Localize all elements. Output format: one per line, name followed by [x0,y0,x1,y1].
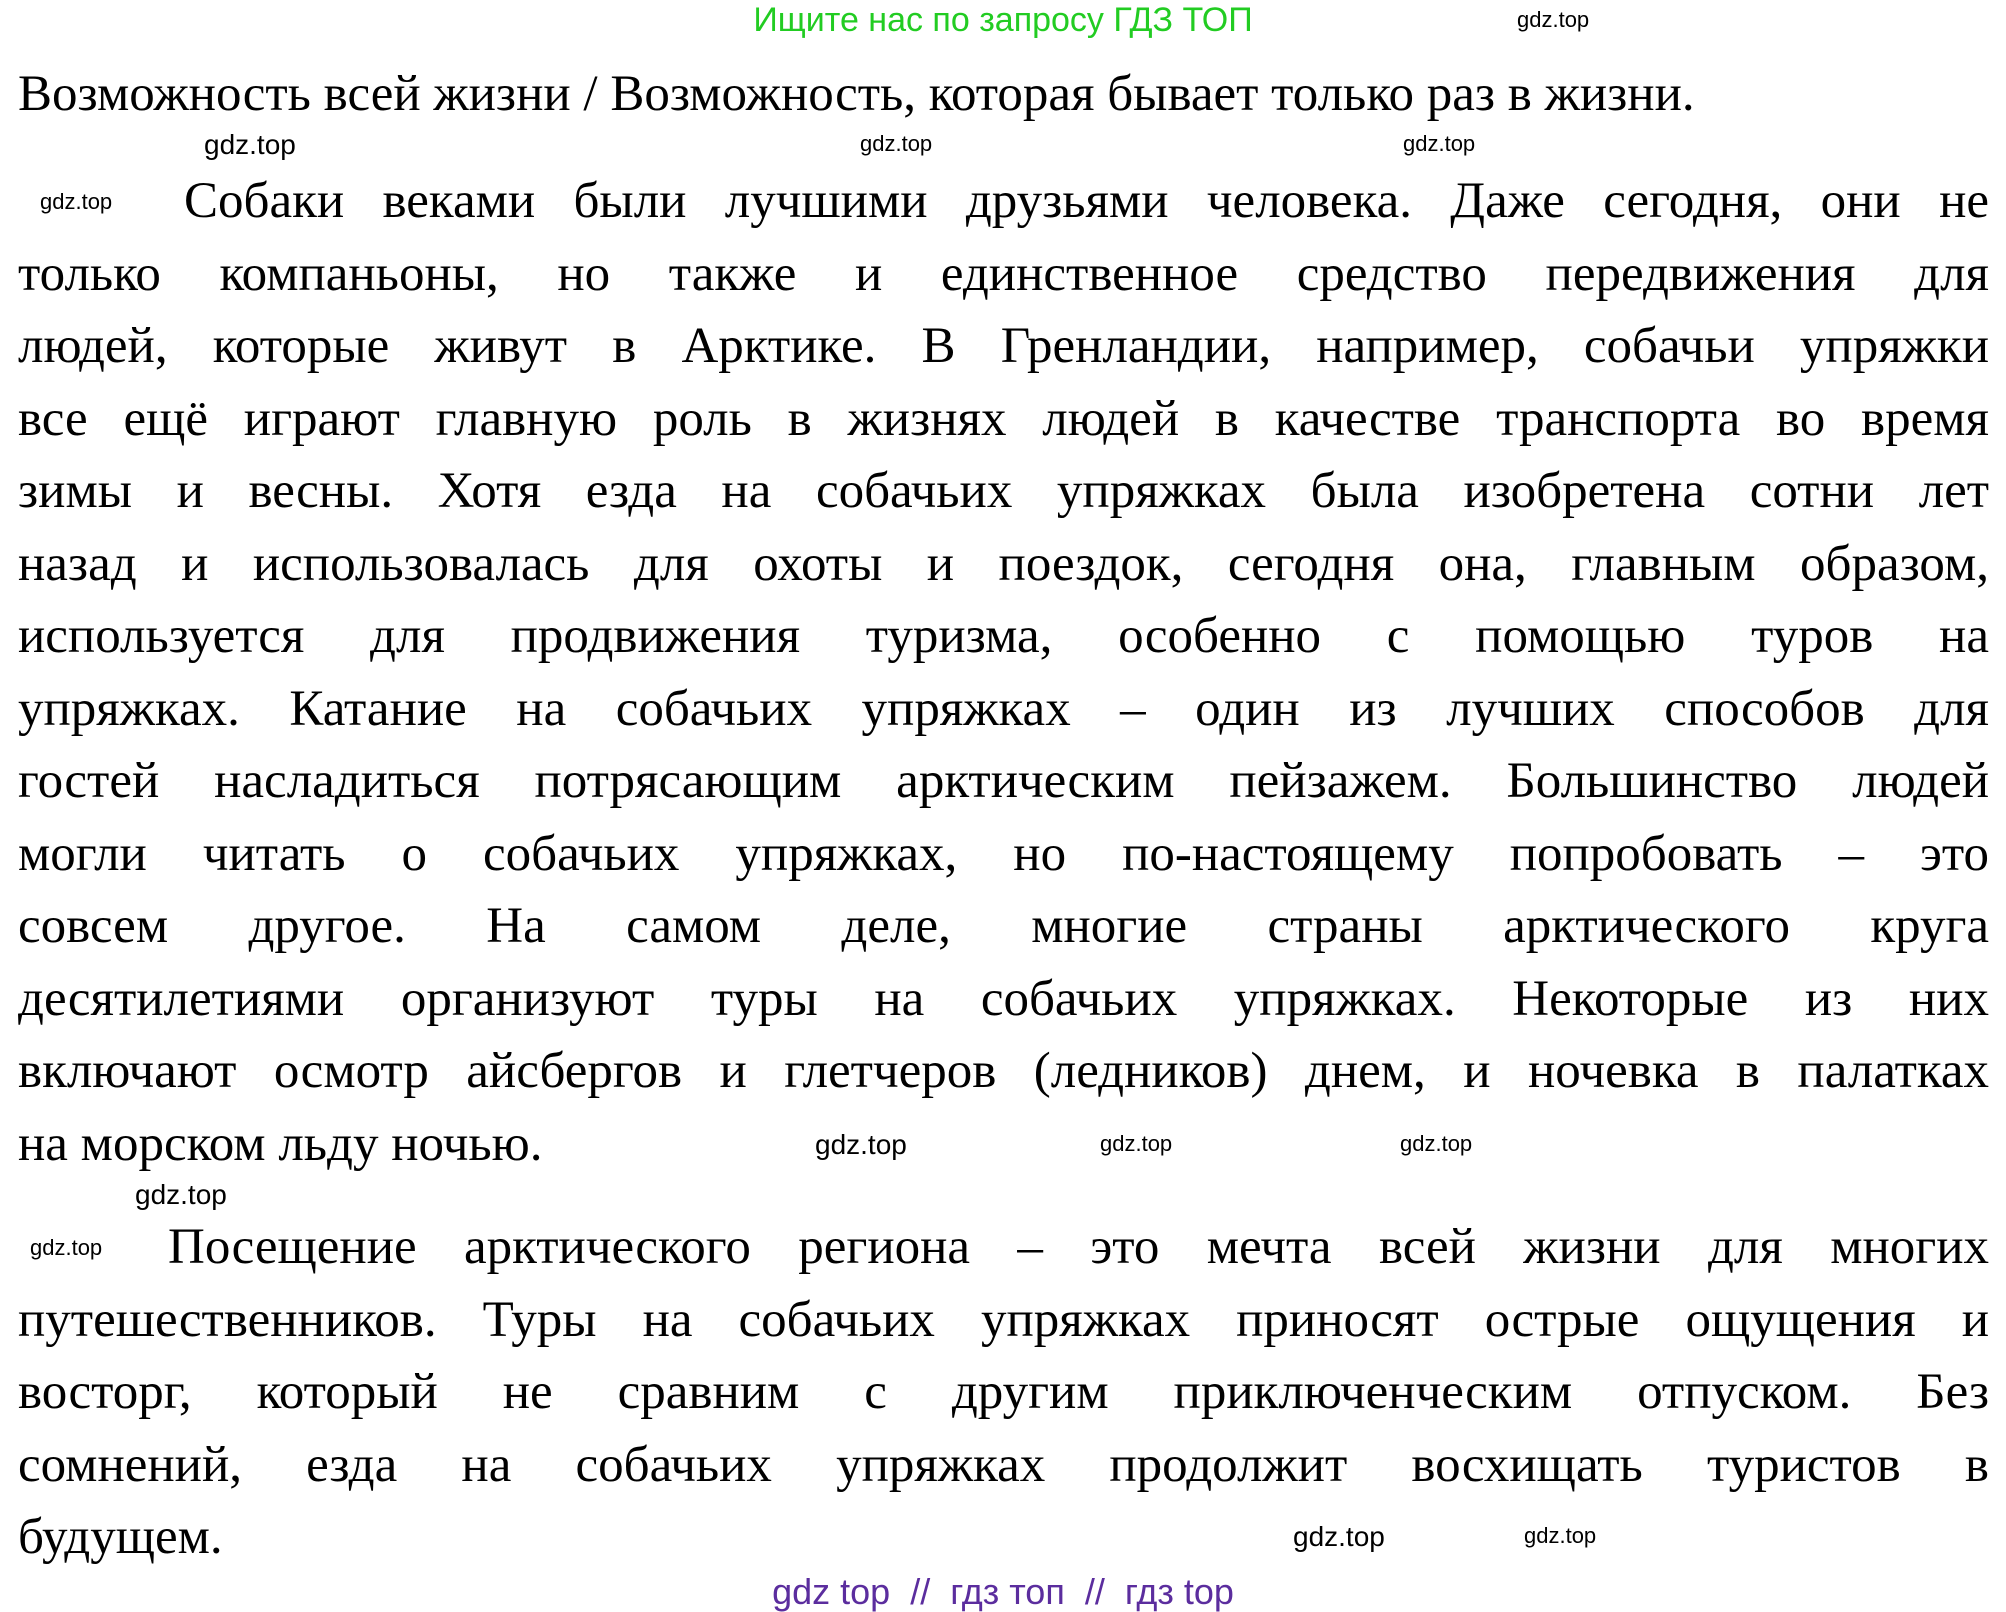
gdz-watermark: gdz.top [1517,7,1590,32]
gdz-watermark: gdz.top [30,1235,103,1260]
text-line: зимы и весны. Хотя езда на собачьих упряжках была изобретена сотни лет [18,463,1989,519]
text-line: используется для продвижения туризма, особенно с помощью туров на [18,608,1989,664]
gdz-watermark: gdz.top [204,129,296,160]
text-line: включают осмотр айсбергов и глетчеров (ледников) днем, и ночевка в палатках [18,1043,1989,1099]
text-line: назад и использовалась для охоты и поездок, сегодня она, главным образом, [18,535,1989,592]
text-line: Собаки веками были лучшими друзьями человека. Даже сегодня, они не [184,173,1989,229]
text-line: гостей насладиться потрясающим арктическим пейзажем. Большинство людей [18,753,1989,809]
gdz-watermark: gdz.top [40,189,113,214]
text-line: людей, которые живут в Арктике. В Гренландии, например, собачьи упряжки [18,318,1989,374]
text-line: Посещение арктического региона – это мечта всей жизни для многих [168,1219,1989,1275]
text-line: сомнений, езда на собачьих упряжках продолжит восхищать туристов в [18,1436,1989,1493]
gdz-watermark: gdz.top [860,131,933,156]
text-line: совсем другое. На самом деле, многие страны арктического круга [18,898,1989,954]
text-line: восторг, который не сравним с другим приключенческим отпуском. Без [18,1364,1989,1420]
gdz-watermark: gdz.top [1100,1131,1173,1156]
search-hint-banner: Ищите нас по запросу ГДЗ ТОП [753,1,1253,39]
text-line: на морском льду ночью. [18,1115,543,1172]
gdz-watermark: gdz.top [815,1129,907,1160]
footer-watermark: gdz top // гдз топ // гдз top [772,1571,1234,1612]
text-line: могли читать о собачьих упряжках, но по-настоящему попробовать – это [18,825,1989,882]
gdz-watermark: gdz.top [1403,131,1476,156]
document-title: Возможность всей жизни / Возможность, которая бывает только раз в жизни. [18,66,1695,122]
gdz-watermark: gdz.top [1524,1523,1597,1548]
text-line: только компаньоны, но также и единственное средство передвижения для [18,245,1989,302]
text-line: десятилетиями организуют туры на собачьих упряжках. Некоторые из них [18,970,1989,1027]
text-line: путешественников. Туры на собачьих упряжках приносят острые ощущения и [18,1291,1989,1348]
gdz-watermark: gdz.top [135,1179,227,1210]
text-line: будущем. [18,1509,223,1565]
gdz-watermark: gdz.top [1400,1131,1473,1156]
gdz-watermark: gdz.top [1293,1521,1385,1552]
text-line: упряжках. Катание на собачьих упряжках – один из лучших способов для [18,680,1989,737]
text-line: все ещё играют главную роль в жизнях людей в качестве транспорта во время [18,390,1989,447]
